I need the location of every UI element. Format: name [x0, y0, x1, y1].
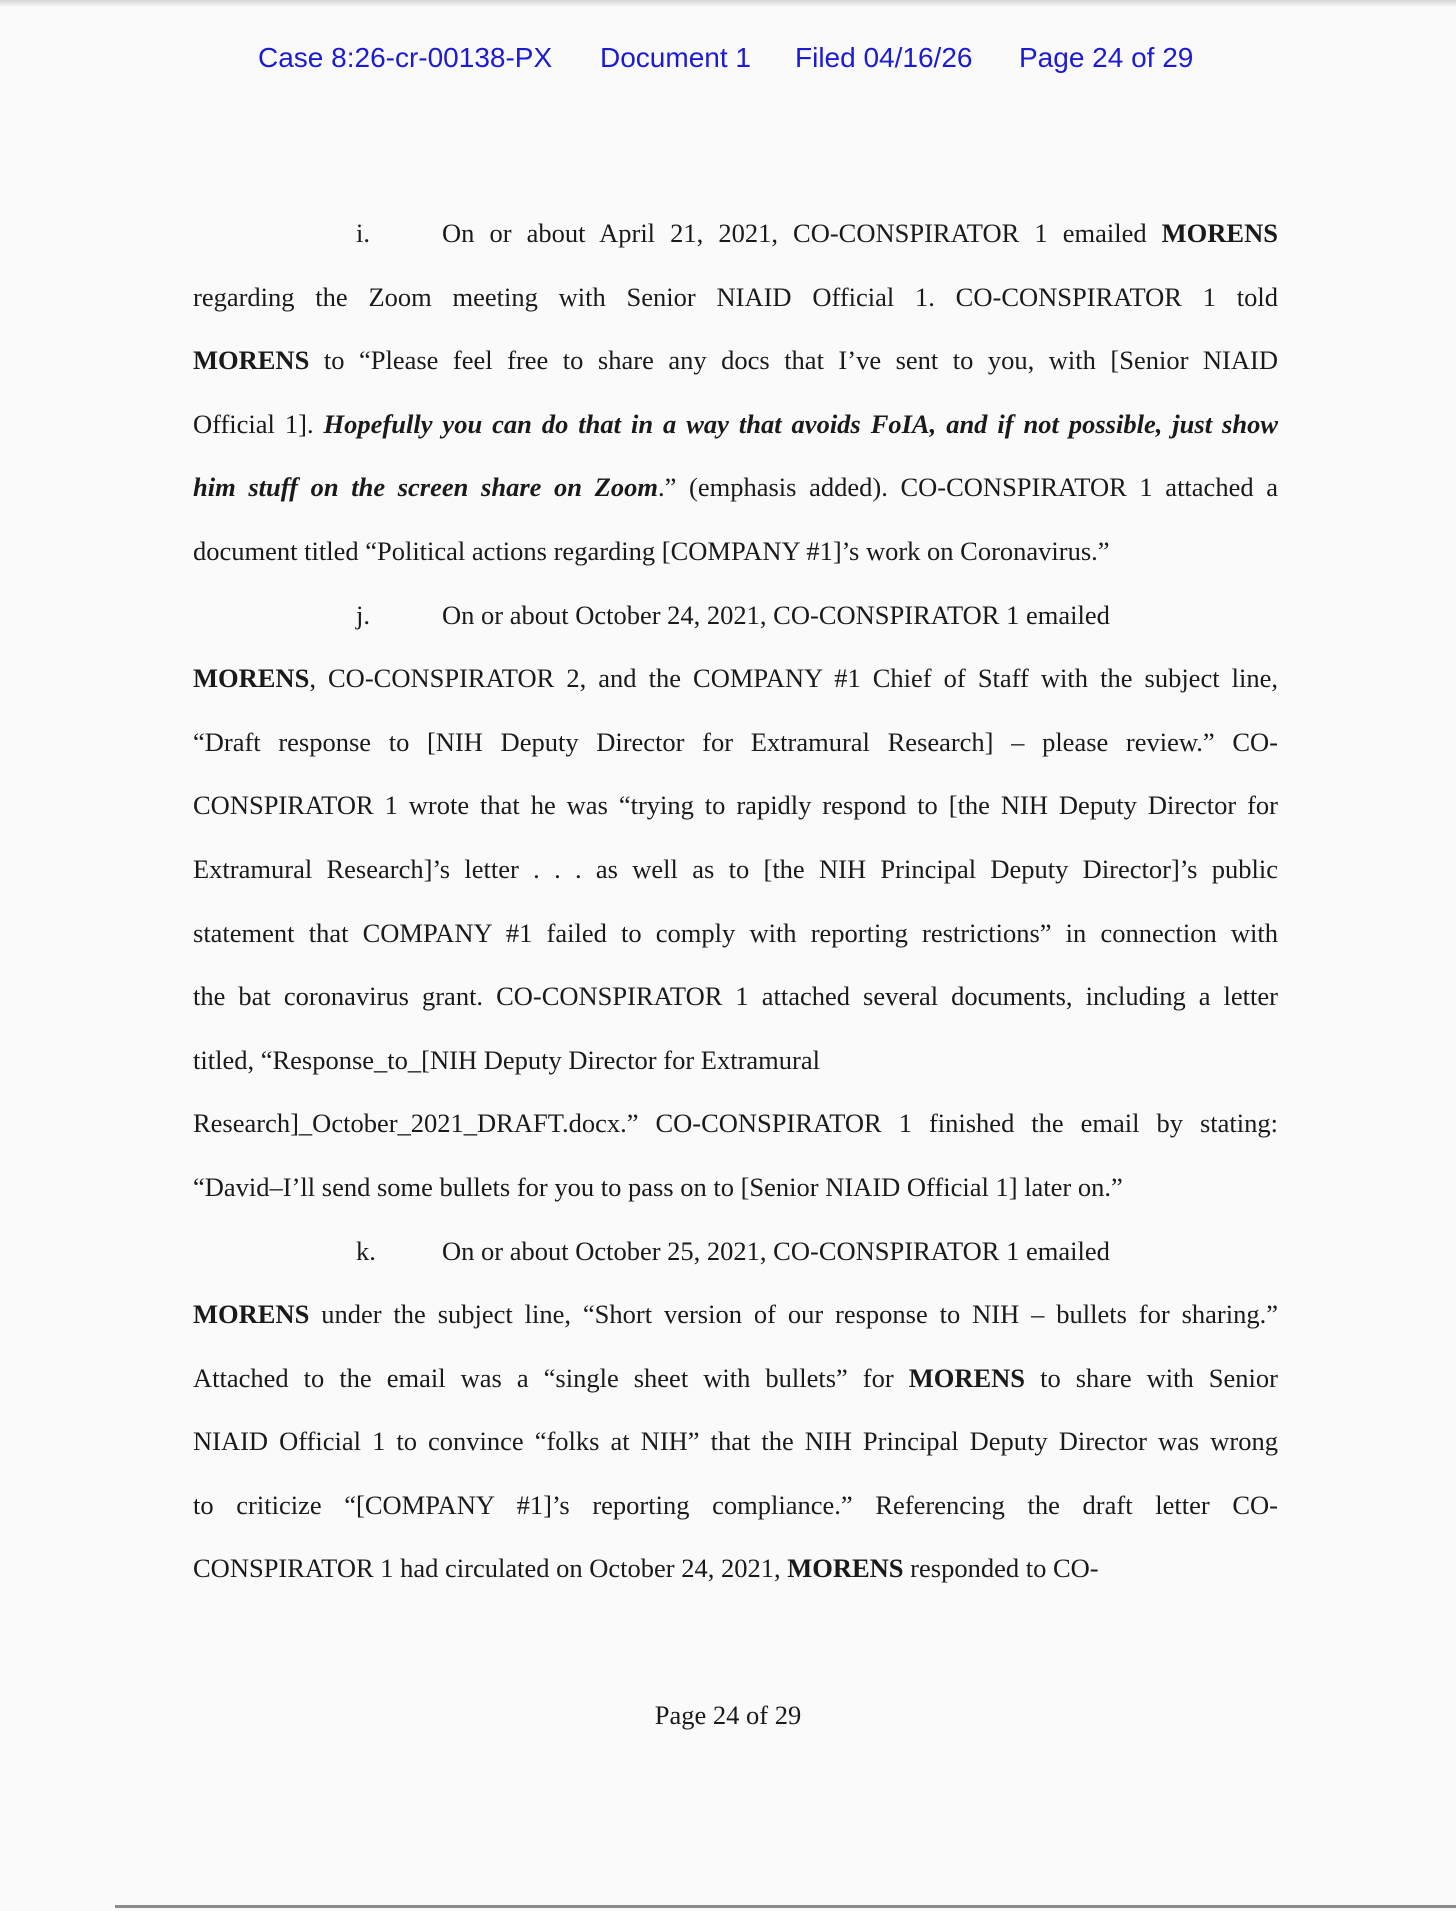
paragraph-k-line-1: [193, 1224, 1278, 1288]
scan-top-edge: [0, 0, 1456, 7]
defendant-name: MORENS: [193, 345, 310, 376]
paragraph-j-line-7: the bat coronavirus grant. CO-CONSPIRATOR 1 attached several documents, including a letter: [193, 981, 1278, 1012]
paragraph-k-line-2: MORENS under the subject line, “Short version of our response to NIH – bullets for sharing.”: [193, 1299, 1278, 1330]
paragraph-j-line-8: titled, “Response_to_[NIH Deputy Director for Extramural: [193, 1044, 820, 1075]
defendant-name: MORENS: [1161, 218, 1278, 248]
paragraph-k-lead: On or about October 25, 2021, CO-CONSPIRATOR 1 emailed: [442, 1235, 1110, 1266]
paragraph-j-line-4: CONSPIRATOR 1 wrote that he was “trying to rapidly respond to [the NIH Deputy Director for: [193, 790, 1278, 821]
case-number: Case 8:26-cr-00138-PX: [258, 42, 553, 73]
paragraph-i-line-5: him stuff on the screen share on Zoom.” (emphasis added). CO-CONSPIRATOR 1 attached a: [193, 472, 1278, 503]
paragraph-i-lead: On or about April 21, 2021, CO-CONSPIRATOR 1 emailed MORENS: [442, 218, 1278, 248]
paragraph-k-line-6: CONSPIRATOR 1 had circulated on October 24, 2021, MORENS responded to CO-: [193, 1553, 1099, 1584]
emphasized-quote: Hopefully you can do that in a way that avoids FoIA, and if not possible, just show: [323, 408, 1278, 439]
paragraph-i-line-2: regarding the Zoom meeting with Senior NIAID Official 1. CO-CONSPIRATOR 1 told: [193, 281, 1278, 312]
defendant-name: MORENS: [908, 1362, 1026, 1393]
defendant-name: MORENS: [193, 663, 310, 694]
paragraph-i-line-3: MORENS to “Please feel free to share any docs that I’ve sent to you, with [Senior NIAID: [193, 345, 1278, 376]
footer-page-number: Page 24 of 29: [654, 1700, 802, 1730]
document-number: Document 1: [600, 42, 751, 73]
paragraph-marker-i: i.: [356, 218, 370, 248]
paragraph-i-line-6: document titled “Political actions regarding [COMPANY #1]’s work on Coronavirus.”: [193, 535, 1110, 566]
paragraph-k-line-5: to criticize “[COMPANY #1]’s reporting compliance.” Referencing the draft letter CO-: [193, 1489, 1278, 1520]
paragraph-j-line-6: statement that COMPANY #1 failed to comply with reporting restrictions” in connection with: [193, 917, 1278, 948]
paragraph-j-line-1: [193, 588, 1278, 652]
paragraph-i-line-4: Official 1]. Hopefully you can do that in a way that avoids FoIA, and if not possible, just show: [193, 408, 1278, 439]
paragraph-marker-k: k.: [356, 1235, 376, 1266]
paragraph-marker-j: j.: [356, 599, 370, 630]
paragraph-j-line-5: Extramural Research]’s letter . . . as well as to [the NIH Principal Deputy Director]’s public: [193, 853, 1278, 884]
paragraph-j-lead: On or about October 24, 2021, CO-CONSPIRATOR 1 emailed: [442, 599, 1110, 630]
document-body: [193, 206, 1278, 1605]
paragraph-j-line-3: “Draft response to [NIH Deputy Director for Extramural Research] – please review.” CO-: [193, 726, 1278, 757]
paragraph-i-line-1: [193, 206, 1278, 270]
paragraph-k-line-3: Attached to the email was a “single sheet with bullets” for MORENS to share with Senior: [193, 1362, 1278, 1393]
defendant-name: MORENS: [193, 1299, 310, 1330]
filed-date: Filed 04/16/26: [795, 42, 973, 73]
case-header: [258, 42, 1208, 82]
header-page-number: Page 24 of 29: [1019, 42, 1194, 73]
emphasized-quote: him stuff on the screen share on Zoom: [193, 472, 658, 503]
scan-bottom-edge: [115, 1905, 1456, 1908]
paragraph-j-line-2: MORENS, CO-CONSPIRATOR 2, and the COMPANY #1 Chief of Staff with the subject line,: [193, 663, 1278, 694]
paragraph-j-line-10: “David–I’ll send some bullets for you to pass on to [Senior NIAID Official 1] later on.”: [193, 1171, 1123, 1202]
defendant-name: MORENS: [787, 1553, 904, 1584]
paragraph-k-line-4: NIAID Official 1 to convince “folks at NIH” that the NIH Principal Deputy Director was wrong: [193, 1426, 1278, 1457]
paragraph-j-line-9: Research]_October_2021_DRAFT.docx.” CO-CONSPIRATOR 1 finished the email by stating:: [193, 1108, 1278, 1139]
